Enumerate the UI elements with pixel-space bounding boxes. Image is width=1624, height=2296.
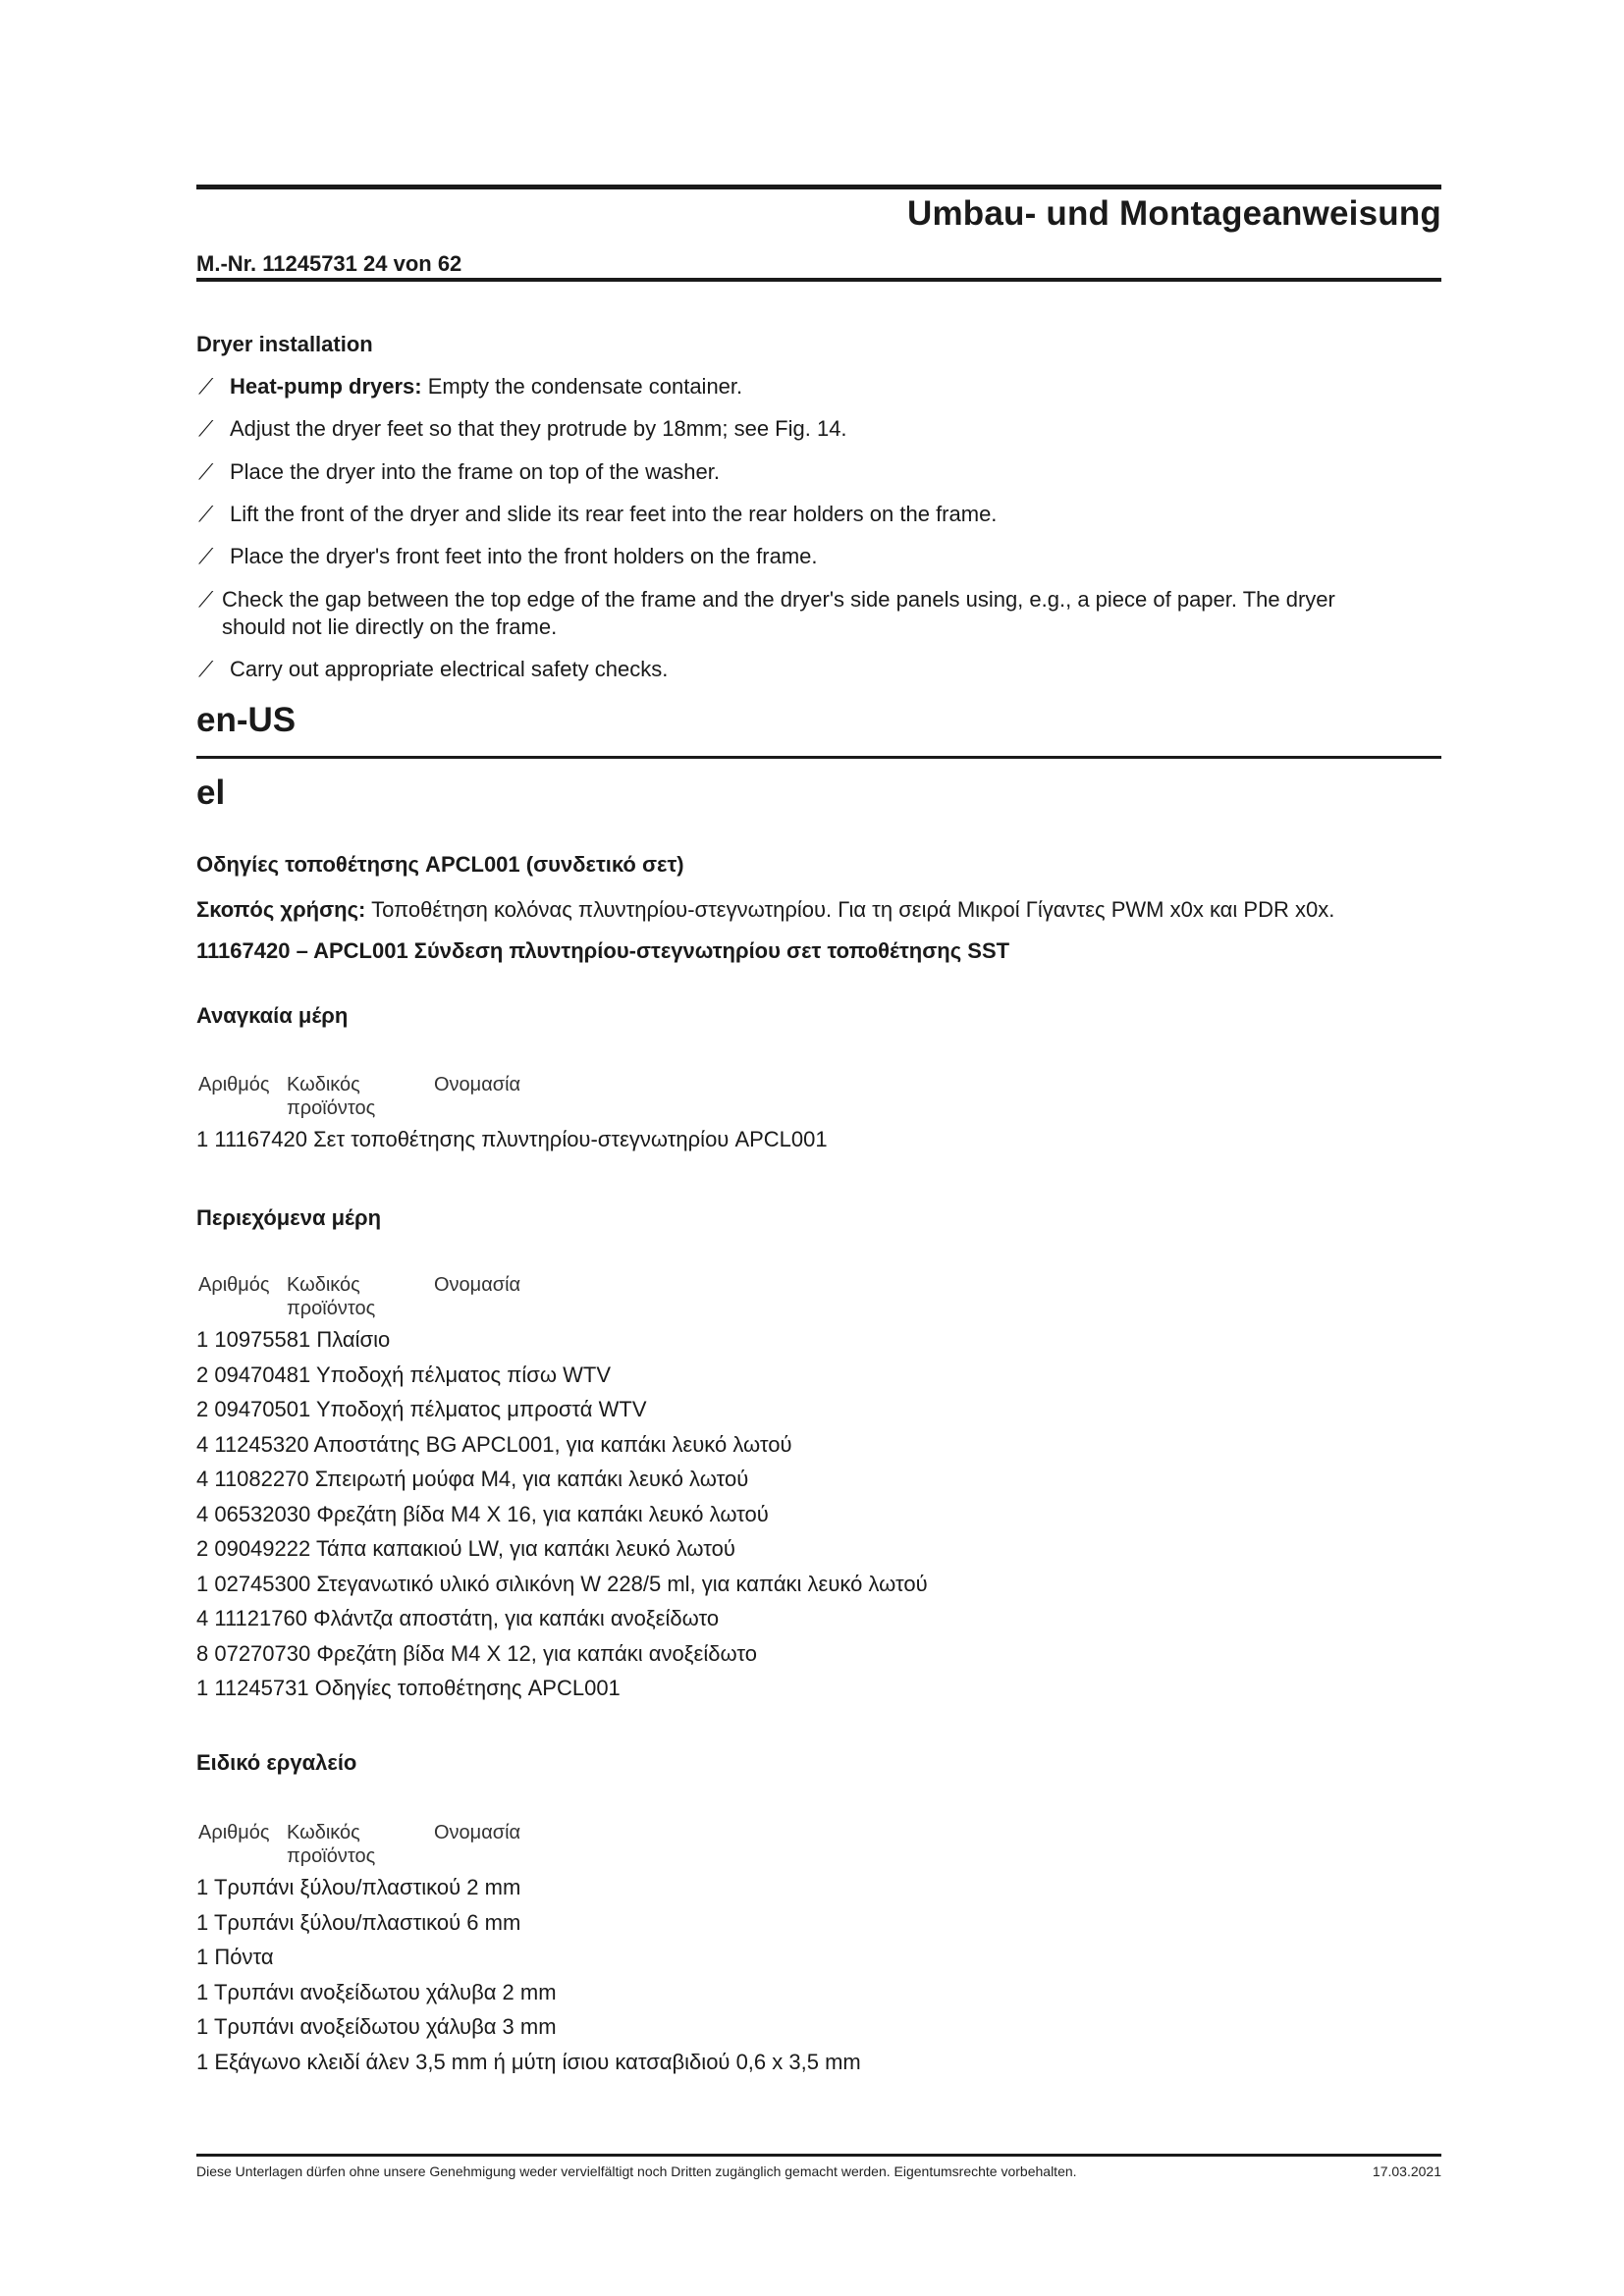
required-parts-heading: Αναγκαία μέρη (196, 1003, 349, 1028)
header-top-rule (196, 185, 1441, 189)
wrench-icon: ⟋ (198, 459, 214, 484)
col-code: Κωδικός (287, 1274, 360, 1296)
col-code-2: προϊόντος (287, 1097, 376, 1119)
step-7 (198, 656, 1441, 683)
step-7-text: Carry out appropriate electrical safety checks. (230, 657, 669, 681)
purpose-text: Τοποθέτηση κολόνας πλυντηρίου-στεγνωτηρίου. Για τη σειρά Μικροί Γίγαντες PWM x0x και PDR x0x. (365, 897, 1335, 922)
required-row: 1 11167420 Σετ τοποθέτησης πλυντηρίου-στεγνωτηρίου APCL001 (196, 1127, 828, 1151)
col-name: Ονομασία (434, 1822, 521, 1843)
step-3-text: Place the dryer into the frame on top of the washer. (230, 459, 720, 484)
col-name: Ονομασία (434, 1074, 521, 1095)
language-heading-en: en-US (196, 701, 297, 739)
kit-line: 11167420 – APCL001 Σύνδεση πλυντηρίου-στεγνωτηρίου σετ τοποθέτησης SST (196, 938, 1010, 963)
included-row: 8 07270730 Φρεζάτη βίδα M4 X 12, για καπάκι ανοξείδωτο (196, 1641, 757, 1666)
col-qty: Αριθμός (198, 1274, 270, 1296)
included-row: 4 11245320 Αποστάτης BG APCL001, για καπάκι λευκό λωτού (196, 1432, 792, 1457)
header-bottom-rule (196, 278, 1441, 282)
tool-row: 1 Πόντα (196, 1945, 274, 1969)
included-row: 2 09049222 Τάπα καπακιού LW, για καπάκι λευκό λωτού (196, 1536, 735, 1561)
step-1-text: Empty the condensate container. (421, 374, 743, 399)
step-6 (198, 586, 1441, 641)
document-title: Umbau- und Montageanweisung (906, 194, 1441, 233)
step-5-text: Place the dryer's front feet into the front holders on the frame. (230, 544, 818, 568)
step-2-text: Adjust the dryer feet so that they protrude by 18mm; see Fig. 14. (230, 416, 847, 441)
step-6-text: Check the gap between the top edge of the frame and the dryer's side panels using, e.g., a piece of paper. The dryer (222, 587, 1335, 612)
language-heading-el: el (196, 774, 226, 812)
purpose-label: Σκοπός χρήσης: (196, 897, 366, 922)
tool-row: 1 Τρυπάνι ανοξείδωτου χάλυβα 3 mm (196, 2014, 557, 2039)
included-row: 2 09470481 Υποδοχή πέλματος πίσω WTV (196, 1362, 612, 1387)
purpose-line (196, 897, 1334, 923)
step-2 (198, 415, 1441, 443)
tool-row: 1 Εξάγωνο κλειδί άλεν 3,5 mm ή μύτη ίσιου κατσαβιδιού 0,6 x 3,5 mm (196, 2050, 861, 2074)
tool-row: 1 Τρυπάνι ξύλου/πλαστικού 6 mm (196, 1910, 521, 1935)
included-row: 1 11245731 Οδηγίες τοποθέτησης APCL001 (196, 1676, 621, 1700)
step-4-text: Lift the front of the dryer and slide its rear feet into the rear holders on the frame. (230, 502, 998, 526)
step-5 (198, 543, 1441, 570)
col-code-2: προϊόντος (287, 1298, 376, 1319)
step-1 (198, 373, 1441, 400)
wrench-icon: ⟋ (198, 502, 214, 526)
tool-row: 1 Τρυπάνι ανοξείδωτου χάλυβα 2 mm (196, 1980, 557, 2004)
dryer-installation-heading: Dryer installation (196, 332, 373, 356)
footer-rule (196, 2154, 1441, 2157)
col-name: Ονομασία (434, 1274, 521, 1296)
special-tools-heading: Ειδικό εργαλείο (196, 1750, 357, 1775)
wrench-icon: ⟋ (198, 374, 214, 399)
wrench-icon: ⟋ (198, 587, 214, 612)
greek-title: Οδηγίες τοποθέτησης APCL001 (συνδετικό σετ) (196, 852, 684, 877)
included-row: 4 11121760 Φλάντζα αποστάτη, για καπάκι ανοξείδωτο (196, 1606, 720, 1630)
included-row: 1 02745300 Στεγανωτικό υλικό σιλικόνη W 228/5 ml, για καπάκι λευκό λωτού (196, 1572, 928, 1596)
included-parts-heading: Περιεχόμενα μέρη (196, 1205, 382, 1230)
section-rule (196, 756, 1441, 759)
step-6-text-cont: should not lie directly on the frame. (222, 614, 558, 639)
wrench-icon: ⟋ (198, 657, 214, 681)
col-qty: Αριθμός (198, 1822, 270, 1843)
included-row: 2 09470501 Υποδοχή πέλματος μπροστά WTV (196, 1397, 647, 1421)
included-row: 4 06532030 Φρεζάτη βίδα M4 X 16, για καπάκι λευκό λωτού (196, 1502, 769, 1526)
col-code-2: προϊόντος (287, 1845, 376, 1867)
wrench-icon: ⟋ (198, 544, 214, 568)
step-1-bold: Heat-pump dryers: (230, 374, 422, 399)
col-code: Κωδικός (287, 1074, 360, 1095)
included-row: 4 11082270 Σπειρωτή μούφα M4, για καπάκι λευκό λωτού (196, 1467, 749, 1491)
tool-row: 1 Τρυπάνι ξύλου/πλαστικού 2 mm (196, 1875, 521, 1899)
step-4 (198, 501, 1441, 528)
col-qty: Αριθμός (198, 1074, 270, 1095)
step-3 (198, 458, 1441, 486)
col-code: Κωδικός (287, 1822, 360, 1843)
wrench-icon: ⟋ (198, 416, 214, 441)
document-number: M.-Nr. 11245731 24 von 62 (196, 251, 462, 276)
footer-copyright-note: Diese Unterlagen dürfen ohne unsere Genehmigung weder vervielfältigt noch Dritten zugänglich gemacht werden. Eigentumsrechte vorbehalten. (196, 2163, 1077, 2179)
footer-date: 17.03.2021 (1372, 2163, 1441, 2179)
included-row: 1 10975581 Πλαίσιο (196, 1327, 391, 1352)
